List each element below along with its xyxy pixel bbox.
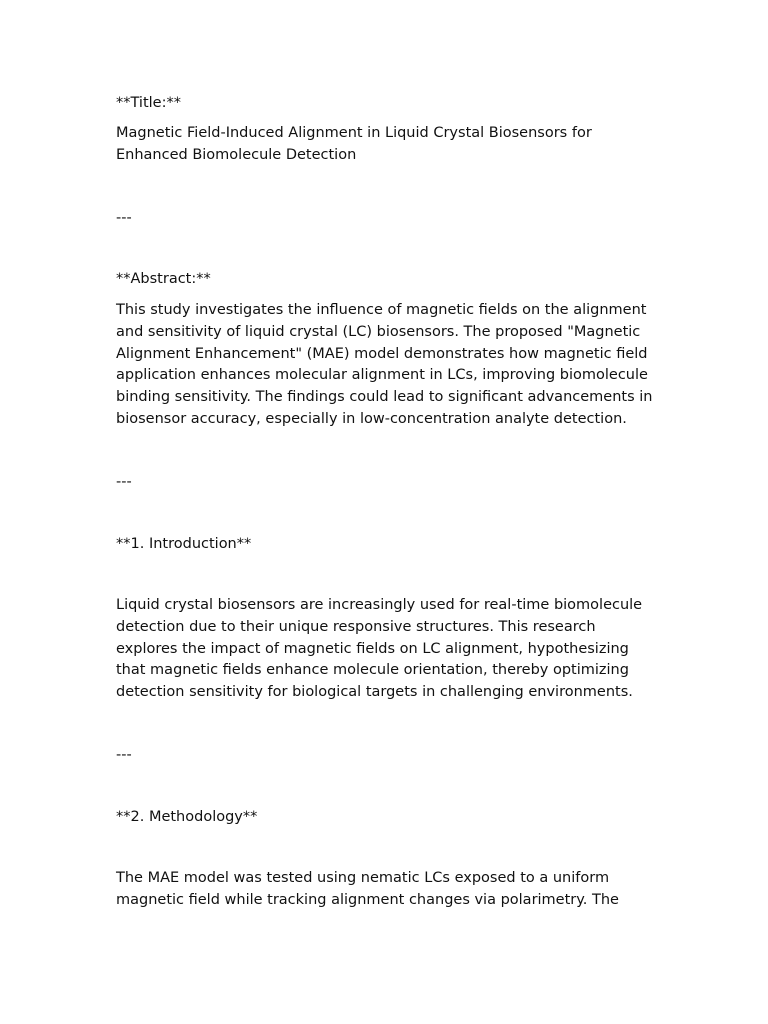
separator: --- [116,747,132,763]
separator: --- [116,474,132,490]
abstract-heading: **Abstract:** [116,271,211,287]
introduction-heading: **1. Introduction** [116,536,252,552]
introduction-text: Liquid crystal biosensors are increasingly used for real-time biomolecule detection due to their unique responsive structures. This research explores the impact of magnetic fields on LC alignment, hypothesizing that magnetic fields enhance molecule orientation, thereby optimizing detection sensitivity for biological targets in challenging environments. [116,597,643,701]
separator: --- [116,210,132,226]
methodology-text: The MAE model was tested using nematic LCs exposed to a uniform magnetic field while tracking alignment changes via polarimetry. The [116,870,619,908]
title-heading: **Title:** [116,95,181,111]
title-text: Magnetic Field-Induced Alignment in Liquid Crystal Biosensors for Enhanced Biomolecule Detection [116,125,592,163]
abstract-text: This study investigates the influence of magnetic fields on the alignment and sensitivity of liquid crystal (LC) biosensors. The proposed "Magnetic Alignment Enhancement" (MAE) model demonstrates how magnetic field application enhances molecular alignment in LCs, improving biomolecule binding sensitivity. The findings could lead to significant advancements in biosensor accuracy, especially in low-concentration analyte detection. [116,302,653,427]
methodology-heading: **2. Methodology** [116,809,258,825]
